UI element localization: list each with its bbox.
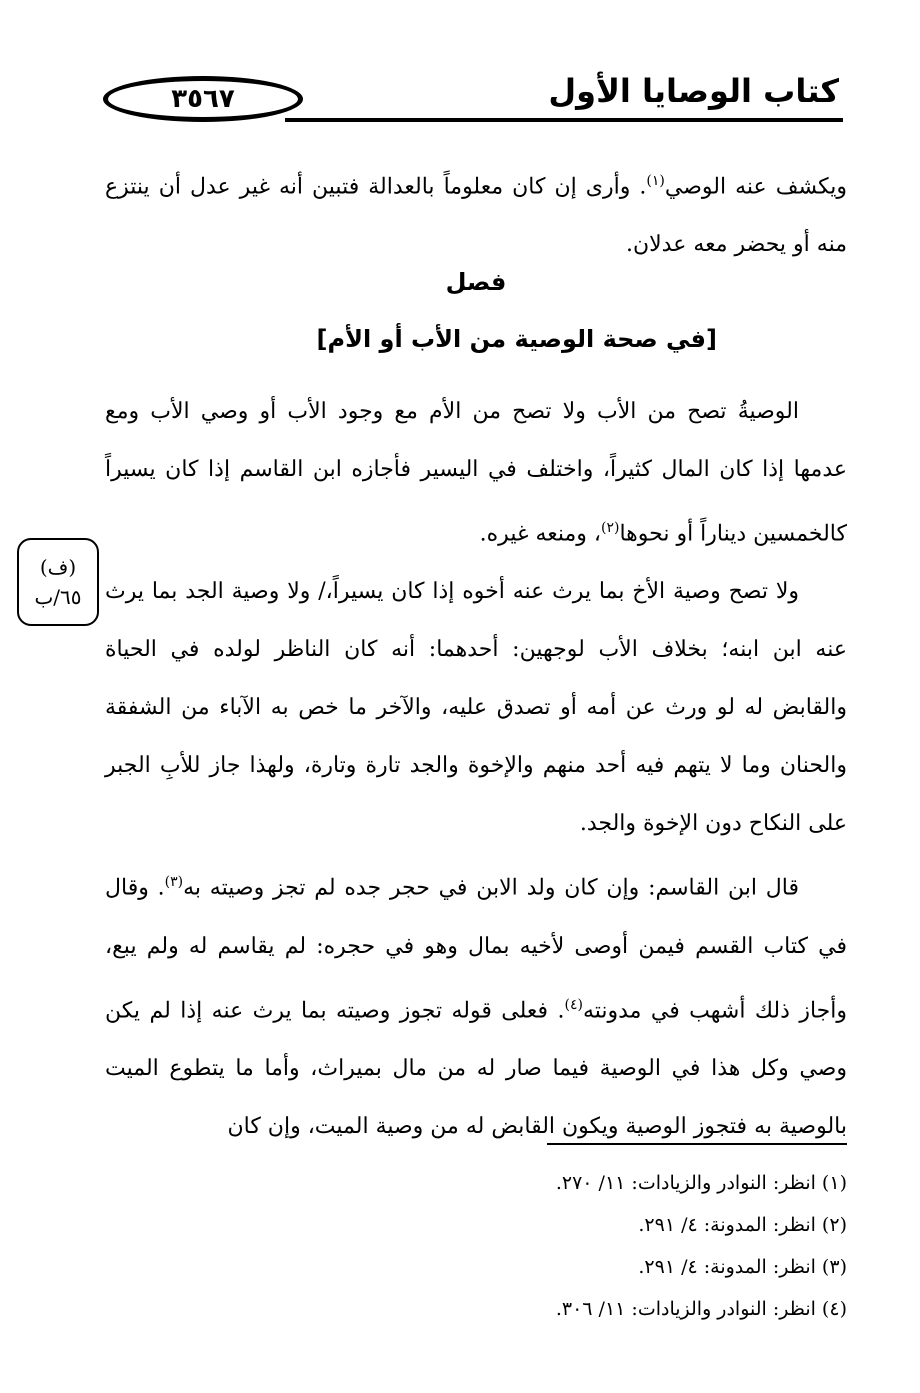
footnotes xyxy=(300,1162,847,1330)
text-run: قال ابن القاسم: وإن كان ولد الابن في حجر جده لم تجز وصيته به xyxy=(183,875,799,901)
text-run: . فعلى قوله تجوز وصيته بما يرث عنه إذا لم يكن وصي وكل هذا في الوصية فيما صار له من مال بميراث، وأما ما يتطوع الميت بالوصية به فتجوز الوصية ويكون القابض له من وصية الميت، وإن كان xyxy=(105,997,847,1139)
manuscript-margin-note xyxy=(17,538,99,626)
margin-note-line: (ف) xyxy=(39,555,77,579)
page-number: ٣٥٦٧ xyxy=(103,76,303,122)
section-title: [في صحة الوصية من الأب أو الأم] xyxy=(316,325,717,353)
footnote: (٤) انظر: النوادر والزيادات: ١١/ ٣٠٦. xyxy=(555,1298,847,1320)
paragraph-main xyxy=(105,383,847,1156)
footnote: (١) انظر: النوادر والزيادات: ١١/ ٢٧٠. xyxy=(555,1172,847,1194)
header-rule xyxy=(285,118,843,122)
footnote-divider xyxy=(547,1143,847,1145)
footnote: (٢) انظر: المدونة: ٤/ ٢٩١. xyxy=(638,1214,847,1236)
footnote-ref: (٢) xyxy=(601,520,620,536)
footnote-ref: (٤) xyxy=(564,996,583,1013)
footnote-ref: (٣) xyxy=(164,874,184,891)
paragraph: ولا تصح وصية الأخ بما يرث عنه أخوه إذا كان يسيراً،/ ولا وصية الجد بما يرث عنه ابن ابنه؛ بخلاف الأب لوجهين: أحدهما: أنه كان الناظر لولده في الحياة والقابض له لو ورث عن أمه أو تصدق عليه، والآخر ما خص به الآباء من الشفقة والحنان وما لا يتهم فيه أحد منهم والإخوة والجد تارة وتارة، ولهذا جاز للأبِ الجبر على النكاح دون الإخوة والجد. xyxy=(105,579,847,837)
text-run: . وقال في كتاب القسم فيمن أوصى لأخيه بمال وهو في حجره: لم يقاسم له ولم يبع، وأجاز ذلك أشهب في مدونته xyxy=(105,875,847,1023)
text-run: الوصيةُ تصح من الأب ولا تصح من الأم مع وجود الأب أو وصي الأب ومع عدمها إذا كان المال كثيراً، واختلف في اليسير فأجازه ابن القاسم إذا كان يسيراً كالخمسين ديناراً أو نحوها xyxy=(105,399,847,547)
page-header xyxy=(95,68,845,128)
text-run: ويكشف عنه الوصي xyxy=(664,174,847,200)
text-run: ، ومنعه غيره. xyxy=(479,521,601,547)
book-title: كتاب الوصايا الأول xyxy=(548,72,839,110)
footnote-ref: (١) xyxy=(646,173,665,189)
text-run: . وأرى إن كان معلوماً بالعدالة فتبين أنه غير عدل أن ينتزع منه أو يحضر معه عدلان. xyxy=(105,174,847,258)
margin-note-line: ٦٥/ب xyxy=(34,585,82,609)
section-heading: فصل xyxy=(445,268,507,296)
footnote: (٣) انظر: المدونة: ٤/ ٢٩١. xyxy=(638,1256,847,1278)
paragraph-continuation xyxy=(105,152,847,274)
